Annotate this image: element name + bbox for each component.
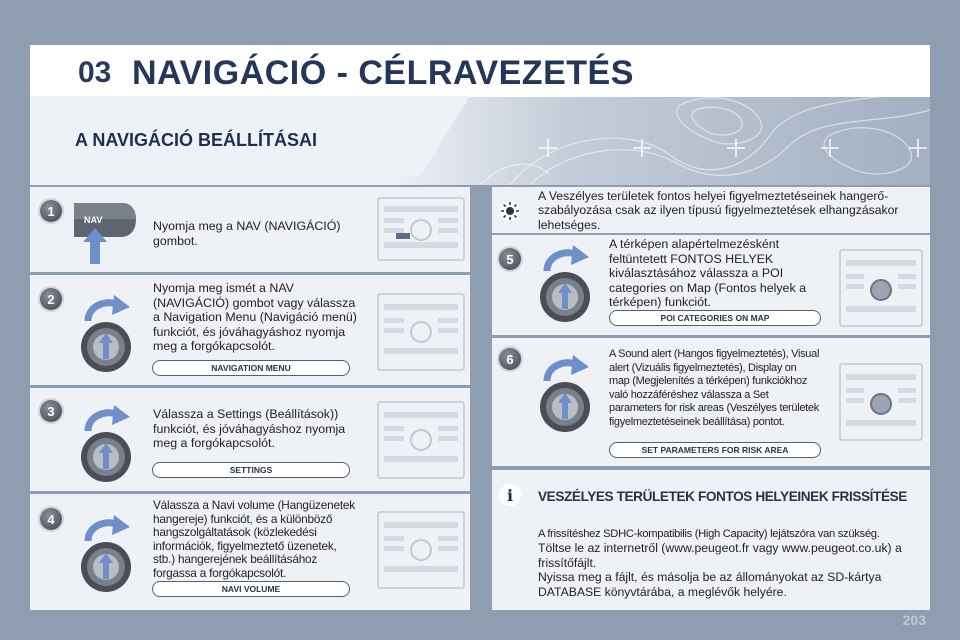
step-1-text: Nyomja meg a NAV (NAVIGÁCIÓ) gombot. xyxy=(153,219,341,248)
poi-categories-pill: POI CATEGORIES ON MAP xyxy=(609,310,821,326)
page-title: NAVIGÁCIÓ - CÉLRAVEZETÉS xyxy=(132,54,634,92)
radio-unit-illustration xyxy=(376,510,466,590)
rotary-knob-icon xyxy=(537,245,593,325)
step-3-text: Válassza a Settings (Beállítások)) funkciót, és jóváhagyáshoz nyomja meg a forgókapcsolót. xyxy=(153,407,346,450)
press-arrow-icon xyxy=(82,228,108,264)
info-body: A frissítéshez SDHC-kompatibilis (High Capacity) lejátszóra van szükség. Töltse le az internetről (www.peugeot.fr vagy www.peugeot.co.uk) a frissítőfájlt. Nyissa meg a fájlt, és másolja be az állományokat az SD-kártya DATABASE könyvtárába, a meglévők helyére. xyxy=(538,528,902,599)
radio-unit-illustration xyxy=(838,248,924,328)
chapter-number: 03 xyxy=(78,56,112,89)
rotary-knob-icon xyxy=(78,515,134,595)
radio-unit-illustration xyxy=(376,400,466,480)
navi-volume-pill: NAVI VOLUME xyxy=(152,581,350,597)
step-number-1: 1 xyxy=(40,200,62,222)
step-6-text: A Sound alert (Hangos figyelmeztetés), Visual alert (Vizuális figyelmeztetés), Display on map (Megjelenítés a térképen) funkciókhoz való hozzáféréshez válassza a Set parameters for risk areas (Veszélyes területek figyelmeztetéseinek beállítása) pontot. xyxy=(609,348,820,428)
alert-sun-icon xyxy=(499,200,521,222)
step-number-3: 3 xyxy=(40,400,62,422)
step-number-6: 6 xyxy=(499,348,521,370)
rotary-knob-icon xyxy=(78,405,134,485)
rotary-knob-icon xyxy=(537,355,593,435)
set-parameters-pill: SET PARAMETERS FOR RISK AREA xyxy=(609,442,821,458)
step-number-4: 4 xyxy=(40,508,62,530)
step-5-text: A térképen alapértelmezésként feltüntetett FONTOS HELYEK kiválasztásához válassza a POI categories on Map (Fontos helyek a térképen) funkciót. xyxy=(609,237,806,309)
navigation-menu-pill: NAVIGATION MENU xyxy=(152,360,350,376)
step-4-text: Válassza a Navi volume (Hangüzenetek hangereje) funkciót, és a különböző hangszolgáltatások (közlekedési információk, figyelmeztető üzenetek, stb.) hangerejének beállításához forgassa a forgókapcsolót. xyxy=(153,498,355,580)
info-title: VESZÉLYES TERÜLETEK FONTOS HELYEINEK FRISSÍTÉSE xyxy=(538,489,907,504)
radio-unit-illustration xyxy=(376,292,466,372)
radio-unit-illustration xyxy=(838,362,924,442)
page-number: 203 xyxy=(902,612,926,628)
nav-button-label: NAV xyxy=(84,215,103,225)
section-title: A NAVIGÁCIÓ BEÁLLÍTÁSAI xyxy=(75,130,317,150)
step-number-5: 5 xyxy=(499,248,521,270)
info-icon: i xyxy=(499,484,521,506)
alert-note-text: A Veszélyes területek fontos helyei figyelmeztetéseinek hangerő- szabályozása csak az ilyen típusú figyelmeztetések elhangzásakor lehetséges. xyxy=(538,189,899,232)
radio-unit-illustration xyxy=(376,196,466,262)
step-number-2: 2 xyxy=(40,288,62,310)
rotary-knob-icon xyxy=(78,295,134,375)
step-2-text: Nyomja meg ismét a NAV (NAVIGÁCIÓ) gombot vagy válassza a Navigation Menu (Navigáció menü) funkciót, és jóváhagyáshoz nyomja meg a forgókapcsolót. xyxy=(153,281,357,353)
settings-pill: SETTINGS xyxy=(152,462,350,478)
